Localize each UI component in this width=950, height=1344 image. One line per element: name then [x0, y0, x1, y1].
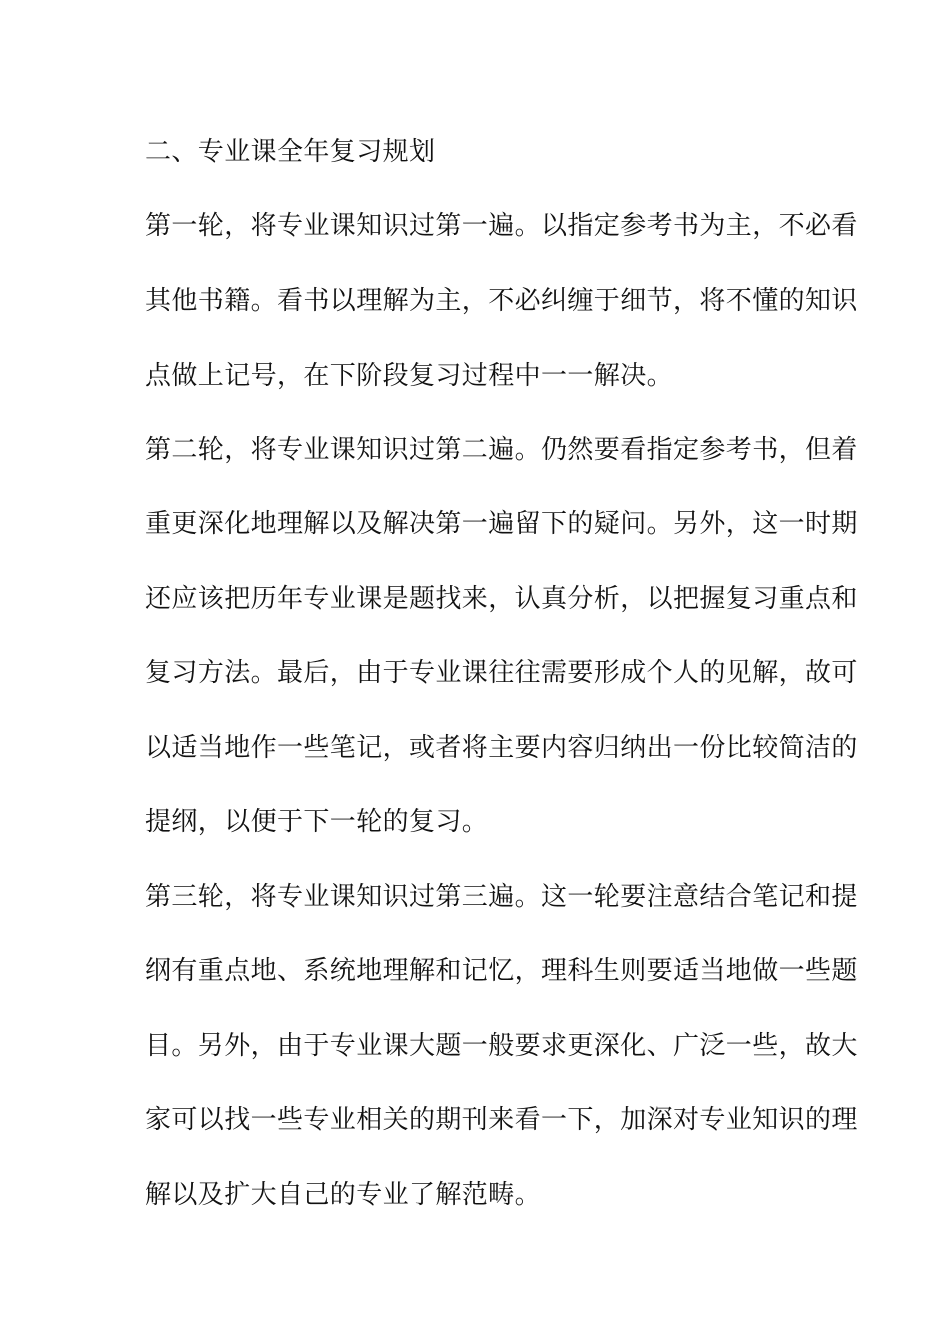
paragraph-line: 提纲，以便于下一轮的复习。 [145, 807, 489, 837]
section-heading: 二、专业课全年复习规划 [145, 137, 436, 167]
paragraph-line: 第一轮，将专业课知识过第一遍。以指定参考书为主，不必看 [145, 211, 858, 241]
paragraph-line: 第三轮，将专业课知识过第三遍。这一轮要注意结合笔记和提 [145, 882, 858, 912]
paragraph-line: 第二轮，将专业课知识过第二遍。仍然要看指定参考书，但着 [145, 435, 858, 465]
paragraph-line: 重更深化地理解以及解决第一遍留下的疑问。另外，这一时期 [145, 509, 858, 539]
paragraph-line: 家可以找一些专业相关的期刊来看一下，加深对专业知识的理 [145, 1105, 858, 1135]
paragraph-line: 解以及扩大自己的专业了解范畴。 [145, 1180, 542, 1210]
paragraph-line: 其他书籍。看书以理解为主，不必纠缠于细节，将不懂的知识 [145, 286, 858, 316]
paragraph-line: 还应该把历年专业课是题找来，认真分析，以把握复习重点和 [145, 584, 858, 614]
paragraph-line: 纲有重点地、系统地理解和记忆，理科生则要适当地做一些题 [145, 956, 858, 986]
paragraph-line: 目。另外，由于专业课大题一般要求更深化、广泛一些，故大 [145, 1031, 858, 1061]
paragraph-line: 以适当地作一些笔记，或者将主要内容归纳出一份比较简洁的 [145, 733, 858, 763]
paragraph-line: 复习方法。最后，由于专业课往往需要形成个人的见解，故可 [145, 658, 858, 688]
paragraph-line: 点做上记号，在下阶段复习过程中一一解决。 [145, 361, 674, 391]
